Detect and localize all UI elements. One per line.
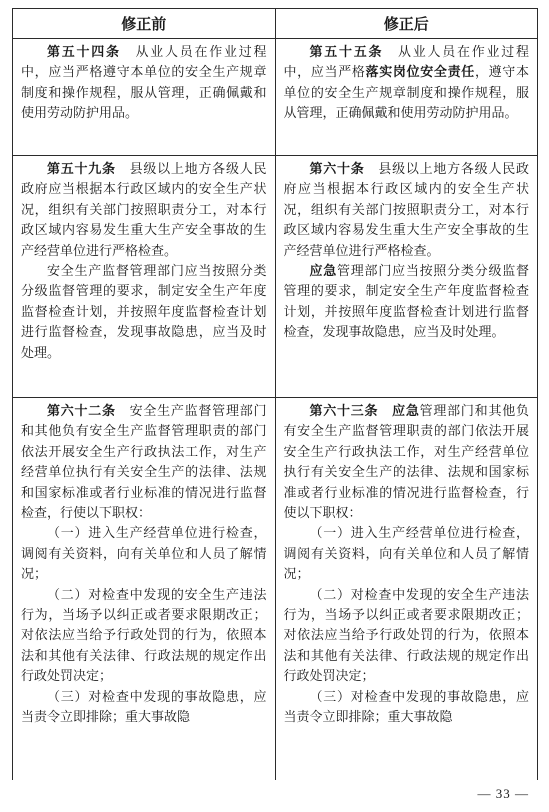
- cell-before: [13, 156, 276, 398]
- clause-paragraph: [21, 586, 267, 688]
- clause-text: （一）进入生产经营单位进行检查，调阅有关资料，向有关单位和人员了解情况；: [21, 526, 267, 583]
- clause-paragraph: [21, 402, 267, 524]
- cell-after: [275, 156, 538, 398]
- article-number: 第五十九条: [47, 162, 116, 177]
- clause-text: （二）对检查中发现的安全生产违法行为，当场予以纠正或者要求限期改正；对依法应当给予行政处罚的行为，依照本法和其他有关法律、行政法规的规定作出行政处罚决定；: [21, 587, 267, 685]
- article-number: 第五十五条: [309, 45, 384, 60]
- clause-paragraph: [284, 688, 530, 729]
- clause-text: 从业人员在作业过程中，应当严格: [283, 45, 529, 81]
- clause-paragraph: [284, 586, 530, 688]
- article-number: 第六十二条: [47, 404, 116, 419]
- table-header-row: [13, 9, 538, 39]
- clause-text: [378, 404, 392, 419]
- clause-text: 管理部门和其他负有安全生产监督管理职责的部门依法开展安全生产行政执法工作，对生产经营单位执行有关安全生产的法律、法规和国家标准或者行业标准的情况进行监督检查，行使以下职权：: [283, 404, 529, 522]
- clause-text: （三）对检查中发现的事故隐患，应当责令立即排除；重大事故隐: [283, 689, 529, 726]
- header-before: 修正前: [13, 9, 276, 39]
- clause-paragraph: [284, 160, 530, 262]
- clause-text: 从业人员在作业过程中，应当严格遵守本单位的安全生产规章制度和操作规程，服从管理，正确佩戴和使用劳动防护用品。: [21, 45, 267, 122]
- clause-paragraph: [284, 524, 530, 585]
- amended-text: 落实岗位安全责任: [365, 65, 475, 81]
- article-number: 第六十条: [309, 162, 365, 177]
- clause-text: （二）对检查中发现的安全生产违法行为，当场予以纠正或者要求限期改正；对依法应当给予行政处罚的行为，依照本法和其他有关法律、行政法规的规定作出行政处罚决定；: [283, 587, 529, 685]
- cell-before: [13, 39, 276, 156]
- cell-before: [13, 398, 276, 781]
- header-after: 修正后: [275, 9, 538, 39]
- clause-paragraph: [21, 688, 267, 729]
- clause-paragraph: [284, 262, 530, 344]
- table-row: [13, 39, 538, 156]
- page-number: — 33 —: [477, 786, 529, 801]
- table-row: [13, 398, 538, 781]
- clause-text: 县级以上地方各级人民政府应当根据本行政区域内的安全生产状况，组织有关部门按照职责分工，对本行政区域内容易发生重大生产安全事故的生产经营单位进行严格检查。: [21, 162, 267, 259]
- amended-text: 应急: [309, 264, 338, 280]
- clause-paragraph: [21, 43, 267, 125]
- cell-after: [275, 39, 538, 156]
- clause-text: （三）对检查中发现的事故隐患，应当责令立即排除；重大事故隐: [21, 689, 267, 726]
- clause-text: 安全生产监督管理部门和其他负有安全生产监督管理职责的部门依法开展安全生产行政执法工作，对生产经营单位执行有关安全生产的法律、法规和国家标准或者行业标准的情况进行监督检查，行使以下职权：: [21, 404, 267, 522]
- article-number: 第五十四条: [47, 45, 121, 60]
- clause-text: （一）进入生产经营单位进行检查，调阅有关资料，向有关单位和人员了解情况；: [283, 526, 529, 583]
- cell-after: [275, 398, 538, 781]
- clause-paragraph: [21, 262, 267, 364]
- clause-paragraph: [21, 160, 267, 262]
- table-row: [13, 156, 538, 398]
- clause-text: ，遵守本单位的安全生产规章制度和操作规程，服从管理，正确佩戴和使用劳动防护用品。: [283, 65, 529, 122]
- clause-text: 县级以上地方各级人民政府应当根据本行政区域内的安全生产状况，组织有关部门按照职责分工，对本行政区域内容易发生重大生产安全事故的生产经营单位进行严格检查。: [283, 162, 529, 259]
- clause-paragraph: [284, 43, 530, 125]
- clause-text: 安全生产监督管理部门应当按照分类分级监督管理的要求，制定安全生产年度监督检查计划，并按照年度监督检查计划进行监督检查，发现事故隐患，应当及时处理。: [21, 264, 267, 361]
- clause-paragraph: [21, 524, 267, 585]
- amended-text: 应急: [392, 404, 420, 419]
- comparison-table: [12, 8, 538, 780]
- clause-text: 管理部门应当按照分类分级监督管理的要求，制定安全生产年度监督检查计划，并按照年度监督检查计划进行监督检查，发现事故隐患，应当及时处理。: [283, 264, 529, 341]
- clause-paragraph: [284, 402, 530, 524]
- article-number: 第六十三条: [309, 404, 379, 419]
